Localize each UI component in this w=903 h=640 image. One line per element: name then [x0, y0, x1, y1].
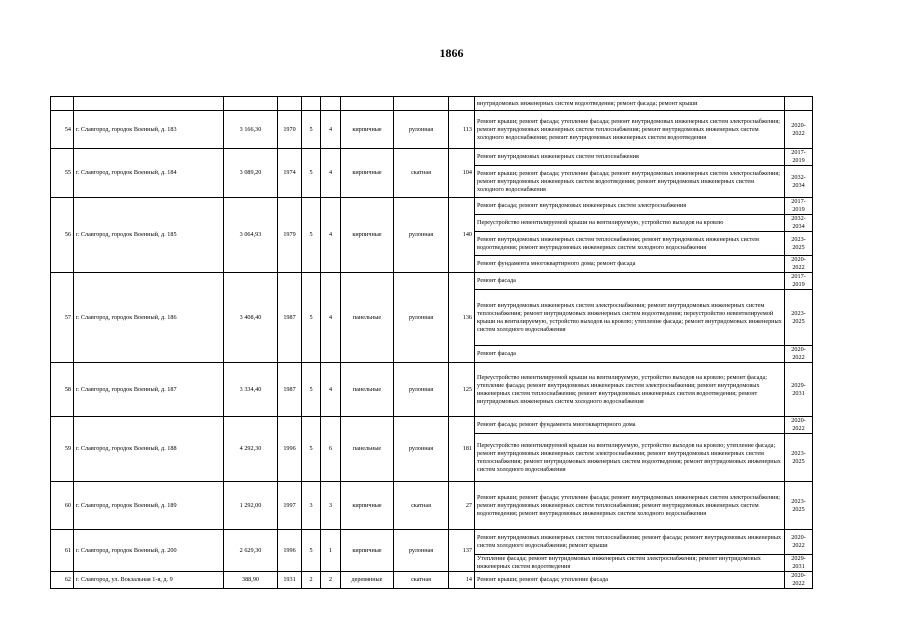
area-cell: 3 089,20	[224, 149, 278, 198]
walls-cell: кирпичные	[341, 149, 394, 198]
year-cell: 1997	[278, 482, 302, 530]
period-cell: 2020-2022	[785, 417, 813, 434]
empty-cell	[74, 97, 224, 111]
floors-cell: 5	[302, 149, 321, 198]
table-row	[51, 482, 813, 530]
empty-cell	[341, 97, 394, 111]
walls-cell: кирпичные	[341, 198, 394, 273]
row-number: 54	[51, 111, 74, 149]
period-cell: 2017-2019	[785, 273, 813, 290]
table-row	[51, 417, 813, 434]
entrances-cell: 4	[321, 111, 341, 149]
count-cell: 14	[449, 572, 475, 589]
count-cell: 27	[449, 482, 475, 530]
address-cell: г. Славгород, городок Военный, д. 184	[74, 149, 224, 198]
address-cell: г. Славгород, городок Военный, д. 185	[74, 198, 224, 273]
area-cell: 3 334,40	[224, 363, 278, 417]
count-cell: 181	[449, 417, 475, 482]
roof-cell: рулонная	[394, 273, 449, 363]
work-cell: Переустройство невентилируемой крыши на вентилируемую, устройство выходов на кровлю; ремонт фасада; утепление фасада; ремонт внутридомовых инженерных систем электроснабжения; ремонт внутридомовых инженерных систем теплоснабжения; ремонт внутридомовых инженерных систем водоотведения; ремонт внутридомовых инженерных систем холодного водоснабжения	[475, 363, 785, 417]
roof-cell: скатная	[394, 572, 449, 589]
table-row	[51, 530, 813, 555]
work-cell: Ремонт крыши; ремонт фасада; утепление фасада	[475, 572, 785, 589]
empty-cell	[278, 97, 302, 111]
year-cell: 1974	[278, 149, 302, 198]
period-cell: 2020-2022	[785, 346, 813, 363]
work-cell: внутридомовых инженерных систем водоотведения; ремонт фасада; ремонт крыши	[475, 97, 785, 111]
entrances-cell: 4	[321, 149, 341, 198]
empty-cell	[449, 97, 475, 111]
period-cell: 2023-2025	[785, 290, 813, 346]
address-cell: г. Славгород, городок Военный, д. 188	[74, 417, 224, 482]
work-cell: Ремонт фасада; ремонт фундамента многоквартирного дома	[475, 417, 785, 434]
empty-cell	[321, 97, 341, 111]
year-cell: 1996	[278, 530, 302, 572]
row-number: 62	[51, 572, 74, 589]
year-cell: 1987	[278, 363, 302, 417]
entrances-cell: 6	[321, 417, 341, 482]
row-number: 56	[51, 198, 74, 273]
count-cell: 140	[449, 198, 475, 273]
entrances-cell: 4	[321, 363, 341, 417]
address-cell: г. Славгород, городок Военный, д. 186	[74, 273, 224, 363]
empty-cell	[224, 97, 278, 111]
table-row-continuation	[51, 97, 813, 111]
roof-cell: рулонная	[394, 417, 449, 482]
period-cell: 2020-2022	[785, 530, 813, 555]
row-number: 55	[51, 149, 74, 198]
roof-cell: рулонная	[394, 198, 449, 273]
count-cell: 113	[449, 111, 475, 149]
walls-cell: кирпичные	[341, 530, 394, 572]
work-cell: Ремонт внутридомовых инженерных систем теплоснабжения; ремонт внутридомовых инженерных систем водоотведения; ремонт внутридомовых инженерных систем холодного водоснабжения	[475, 232, 785, 256]
work-cell: Переустройство невентилируемой крыши на вентилируемую, устройство выходов на кровлю; утепление фасада; ремонт внутридомовых инженерных систем электроснабжения; ремонт внутридомовых инженерных систем теплоснабжения; ремонт внутридомовых инженерных систем водоотведения; ремонт внутридомовых инженерных систем холодного водоснабжения	[475, 434, 785, 482]
area-cell: 3 408,40	[224, 273, 278, 363]
work-cell: Ремонт внутридомовых инженерных систем теплоснабжения	[475, 149, 785, 166]
entrances-cell: 2	[321, 572, 341, 589]
walls-cell: деревянные	[341, 572, 394, 589]
table-row	[51, 111, 813, 149]
period-cell: 2020-2022	[785, 572, 813, 589]
work-cell: Ремонт фасада; ремонт внутридомовых инженерных систем электроснабжения	[475, 198, 785, 215]
period-cell: 2032-2034	[785, 215, 813, 232]
empty-cell	[51, 97, 74, 111]
period-cell: 2017-2019	[785, 149, 813, 166]
walls-cell: панельные	[341, 363, 394, 417]
period-cell: 2017-2019	[785, 198, 813, 215]
period-cell: 2029-2031	[785, 555, 813, 572]
year-cell: 1996	[278, 417, 302, 482]
work-cell: Утепление фасада; ремонт внутридомовых инженерных систем электроснабжения; ремонт внутридомовых инженерных систем водоотведения	[475, 555, 785, 572]
count-cell: 137	[449, 530, 475, 572]
period-cell: 2020-2022	[785, 111, 813, 149]
area-cell: 3 166,30	[224, 111, 278, 149]
address-cell: г. Славгород, городок Военный, д. 183	[74, 111, 224, 149]
period-cell: 2023-2025	[785, 232, 813, 256]
year-cell: 1979	[278, 198, 302, 273]
floors-cell: 5	[302, 417, 321, 482]
roof-cell: скатная	[394, 482, 449, 530]
roof-cell: рулонная	[394, 111, 449, 149]
page-number: 1866	[439, 46, 464, 60]
area-cell: 1 292,00	[224, 482, 278, 530]
period-cell: 2023-2025	[785, 482, 813, 530]
walls-cell: панельные	[341, 273, 394, 363]
roof-cell: рулонная	[394, 363, 449, 417]
floors-cell: 2	[302, 572, 321, 589]
row-number: 60	[51, 482, 74, 530]
table-row	[51, 198, 813, 215]
work-cell: Ремонт крыши; ремонт фасада; утепление фасада; ремонт внутридомовых инженерных систем электроснабжения; ремонт внутридомовых инженерных систем водоотведения; ремонт внутридомовых инженерных систем холодного водоснабжения	[475, 166, 785, 198]
entrances-cell: 4	[321, 273, 341, 363]
period-cell: 2023-2025	[785, 434, 813, 482]
walls-cell: кирпичные	[341, 111, 394, 149]
count-cell: 104	[449, 149, 475, 198]
period-cell: 2032-2034	[785, 166, 813, 198]
area-cell: 388,90	[224, 572, 278, 589]
year-cell: 1970	[278, 111, 302, 149]
floors-cell: 5	[302, 111, 321, 149]
address-cell: г. Славгород, городок Военный, д. 189	[74, 482, 224, 530]
period-cell: 2020-2022	[785, 256, 813, 273]
row-number: 61	[51, 530, 74, 572]
work-cell: Ремонт крыши; ремонт фасада; утепление фасада; ремонт внутридомовых инженерных систем электроснабжения; ремонт внутридомовых инженерных систем теплоснабжения; ремонт внутридомовых инженерных систем холодного водоснабжения; ремонт внутридомовых инженерных систем водоотведения	[475, 111, 785, 149]
roof-cell: рулонная	[394, 530, 449, 572]
table-row	[51, 273, 813, 290]
work-cell: Ремонт фасада	[475, 346, 785, 363]
entrances-cell: 3	[321, 482, 341, 530]
floors-cell: 5	[302, 198, 321, 273]
table-row	[51, 572, 813, 589]
floors-cell: 5	[302, 363, 321, 417]
work-cell: Ремонт фундамента многоквартирного дома; ремонт фасада	[475, 256, 785, 273]
work-cell: Ремонт внутридомовых инженерных систем теплоснабжения; ремонт фасада; ремонт внутридомовых инженерных систем холодного водоснабжения; ремонт крыши	[475, 530, 785, 555]
entrances-cell: 4	[321, 198, 341, 273]
row-number: 59	[51, 417, 74, 482]
floors-cell: 3	[302, 482, 321, 530]
period-cell: 2029-2031	[785, 363, 813, 417]
year-cell: 1987	[278, 273, 302, 363]
area-cell: 3 064,93	[224, 198, 278, 273]
walls-cell: панельные	[341, 417, 394, 482]
area-cell: 4 292,30	[224, 417, 278, 482]
work-cell: Ремонт крыши; ремонт фасада; утепление фасада; ремонт внутридомовых инженерных систем электроснабжения; ремонт внутридомовых инженерных систем теплоснабжения; ремонт внутридомовых инженерных систем водоотведения; ремонт внутридомовых инженерных систем холодного водоснабжения	[475, 482, 785, 530]
row-number: 58	[51, 363, 74, 417]
period-cell	[785, 97, 813, 111]
count-cell: 125	[449, 363, 475, 417]
address-cell: г. Славгород, ул. Вокзальная 1-я, д. 9	[74, 572, 224, 589]
year-cell: 1931	[278, 572, 302, 589]
floors-cell: 5	[302, 530, 321, 572]
roof-cell: скатная	[394, 149, 449, 198]
walls-cell: кирпичные	[341, 482, 394, 530]
entrances-cell: 1	[321, 530, 341, 572]
floors-cell: 5	[302, 273, 321, 363]
housing-register-table	[50, 96, 813, 589]
empty-cell	[302, 97, 321, 111]
work-cell: Переустройство невентилируемой крыши на вентилируемую, устройство выходов на кровлю	[475, 215, 785, 232]
count-cell: 136	[449, 273, 475, 363]
row-number: 57	[51, 273, 74, 363]
empty-cell	[394, 97, 449, 111]
work-cell: Ремонт внутридомовых инженерных систем электроснабжения; ремонт внутридомовых инженерных систем теплоснабжения; ремонт внутридомовых инженерных систем водоотведения; переустройство невентилируемой крыши на вентилируемую, устройство выходов на кровлю; утепление фасада; ремонт внутридомовых инженерных систем холодного водоснабжения	[475, 290, 785, 346]
table-row	[51, 363, 813, 417]
area-cell: 2 629,30	[224, 530, 278, 572]
address-cell: г. Славгород, городок Военный, д. 187	[74, 363, 224, 417]
work-cell: Ремонт фасада	[475, 273, 785, 290]
address-cell: г. Славгород, городок Военный, д. 200	[74, 530, 224, 572]
table-row	[51, 149, 813, 166]
